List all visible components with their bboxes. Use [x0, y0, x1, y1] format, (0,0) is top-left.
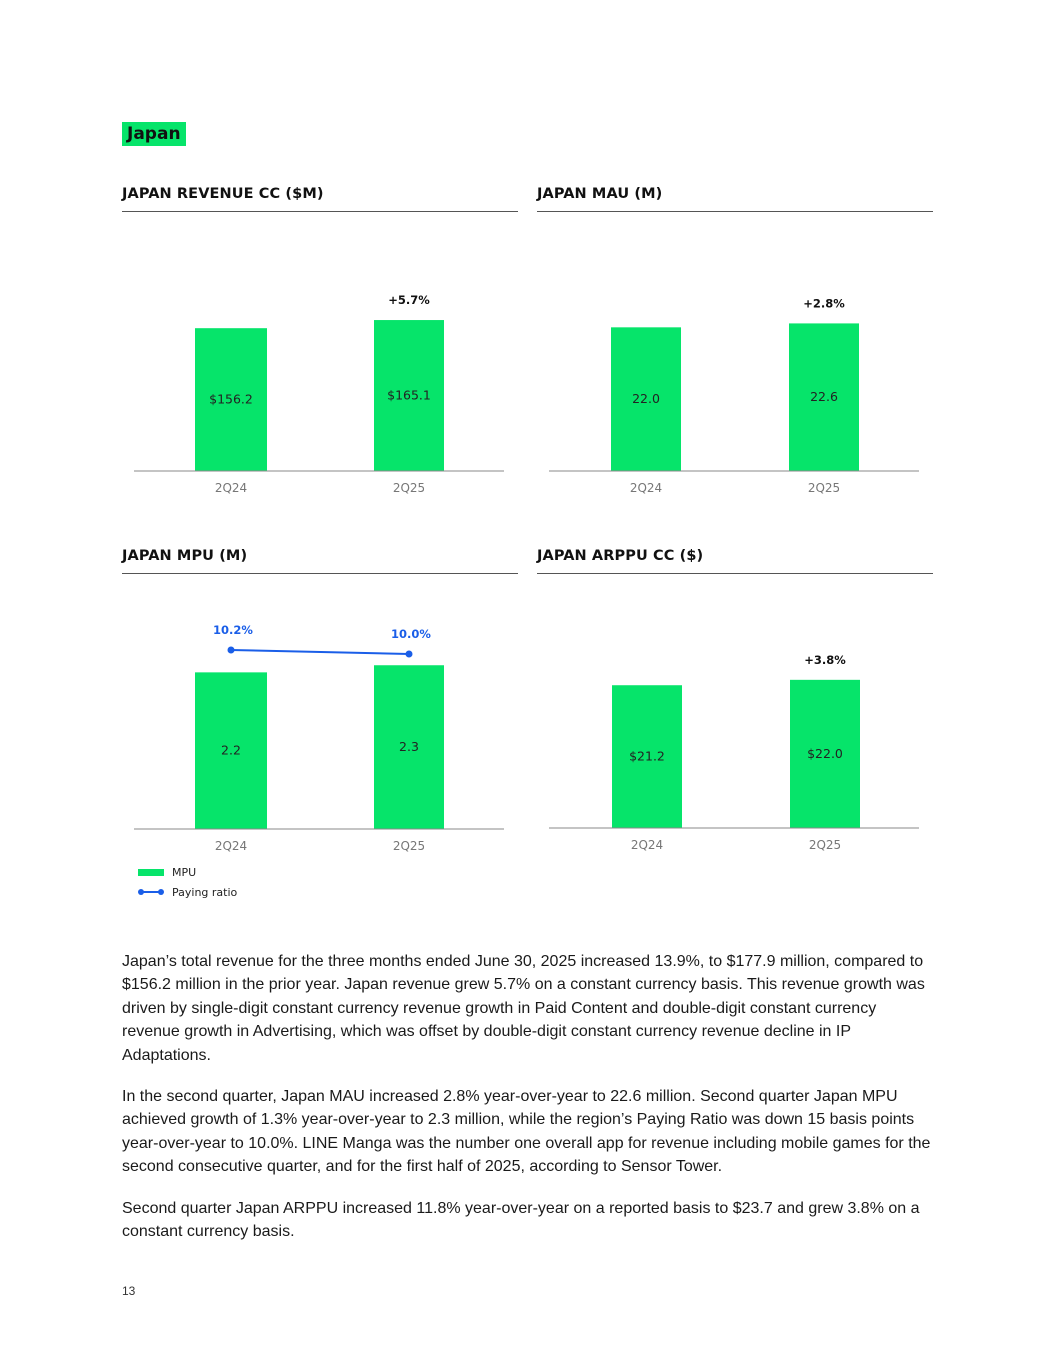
- x-tick-label: 2Q25: [808, 838, 842, 852]
- legend-item-mpu: [138, 862, 237, 882]
- paying-ratio-line: [231, 650, 409, 654]
- chart-mau: [537, 186, 933, 495]
- chart-title: JAPAN REVENUE CC ($M): [122, 186, 518, 212]
- bar-value-label: 2.3: [399, 739, 419, 755]
- x-tick-label: 2Q24: [214, 481, 248, 495]
- paying-ratio-point: [406, 651, 413, 658]
- mpu-chart-layer: [134, 623, 504, 853]
- chart-revenue: [122, 186, 518, 495]
- change-label: +5.7%: [388, 293, 430, 308]
- legend-label: Paying ratio: [172, 885, 238, 899]
- chart-mau-plot: [537, 264, 933, 504]
- chart-title: JAPAN MPU (M): [122, 548, 518, 574]
- revenue-chart-layer: [134, 293, 504, 495]
- arppu-chart-layer: [549, 653, 919, 852]
- bar-value-label: $22.0: [807, 745, 843, 761]
- mpu-legend: [138, 862, 237, 902]
- x-tick-label: 2Q25: [392, 481, 426, 495]
- section-tag: Japan: [122, 122, 186, 146]
- change-label: +3.8%: [804, 652, 846, 667]
- bar-value-label: $156.2: [209, 391, 253, 407]
- bar-value-label: $165.1: [387, 387, 431, 403]
- page-number: 13: [122, 1284, 136, 1298]
- paying-ratio-point: [228, 647, 235, 654]
- chart-mpu-plot: [122, 608, 518, 866]
- chart-title: JAPAN MAU (M): [537, 186, 933, 212]
- chart-arppu-plot: [537, 628, 933, 868]
- body-paragraph: Second quarter Japan ARPPU increased 11.8% year-over-year on a reported basis to $23.7 and grew 3.8% on a constant currency basis.: [122, 1200, 920, 1241]
- bar-value-label: 22.0: [632, 391, 660, 407]
- legend-item-paying-ratio: [138, 882, 237, 902]
- legend-bar-swatch: [138, 869, 164, 876]
- x-tick-label: 2Q25: [807, 481, 841, 495]
- x-tick-label: 2Q24: [630, 838, 664, 852]
- x-tick-label: 2Q25: [392, 839, 426, 853]
- paying-ratio-label: 10.2%: [213, 623, 253, 637]
- chart-arppu: [537, 548, 933, 852]
- bar-value-label: 22.6: [810, 389, 838, 405]
- bar-value-label: $21.2: [629, 748, 665, 764]
- paying-ratio-label: 10.0%: [391, 627, 431, 641]
- x-tick-label: 2Q24: [629, 481, 663, 495]
- mau-chart-layer: [549, 296, 919, 495]
- bar-value-label: 2.2: [221, 742, 241, 758]
- chart-mpu: [122, 548, 518, 853]
- body-paragraph: In the second quarter, Japan MAU increased 2.8% year-over-year to 22.6 million. Second quarter Japan MPU achieved growth of 1.3% year-over-year to 2.3 million, while the region’s Paying Ratio was down 15 basis points year-over-year to 10.0%. LINE Manga was the number one overall app for revenue including mobile games for the second consecutive quarter, and for the first half of 2025, according to Sensor Tower.: [122, 1088, 931, 1176]
- legend-line-swatch: [138, 887, 164, 897]
- legend-label: MPU: [172, 865, 197, 879]
- body-paragraph: Japan’s total revenue for the three months ended June 30, 2025 increased 13.9%, to $177.9 million, compared to $156.2 million in the prior year. Japan revenue grew 5.7% on a constant currency basis. This revenue growth was driven by single-digit constant currency revenue growth in Paid Content and double-digit constant currency revenue growth in Advertising, which was offset by double-digit constant currency revenue decline in IP Adaptations.: [122, 953, 925, 1064]
- chart-title: JAPAN ARPPU CC ($): [537, 548, 933, 574]
- chart-revenue-plot: [122, 264, 518, 504]
- change-label: +2.8%: [803, 296, 845, 311]
- x-tick-label: 2Q24: [214, 839, 248, 853]
